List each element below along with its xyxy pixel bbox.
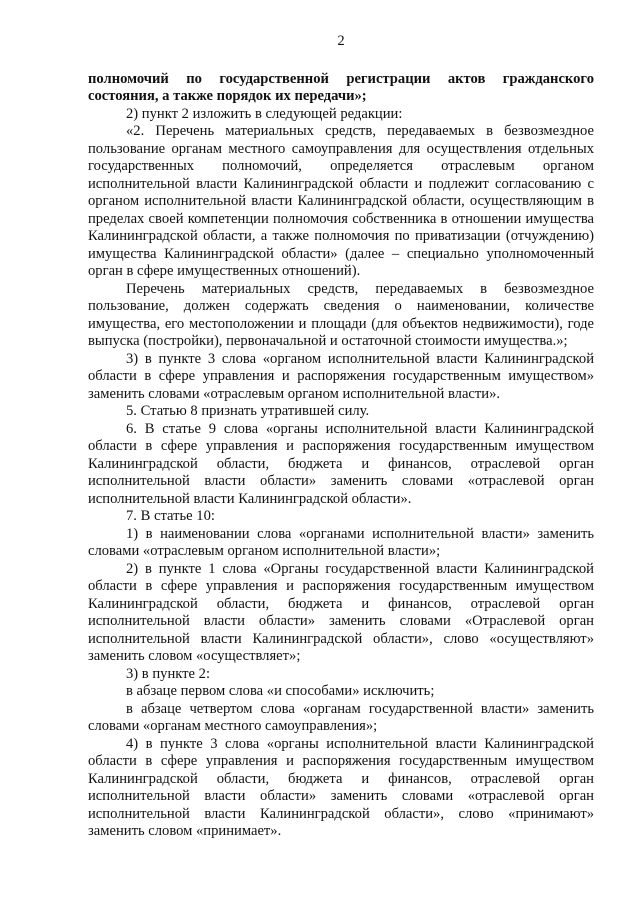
- paragraph: в абзаце первом слова «и способами» исключить;: [126, 683, 435, 699]
- paragraph: 1) в наименовании слова «органами исполнительной власти» заменить словами «отраслевым органом исполнительной власти»;: [88, 525, 594, 559]
- paragraph: 6. В статье 9 слова «органы исполнительной власти Калининградской области в сфере управления и распоряжения государственным имуществом Калининградской области, бюджета и финансов, отраслевой орган исполнительной власти области» заменить словами «отраслевой орган исполнительной власти Калининградской области».: [88, 420, 594, 507]
- page-number: 2: [337, 33, 345, 49]
- document-body: [88, 71, 594, 841]
- paragraph: «2. Перечень материальных средств, передаваемых в безвозмездное пользование органам местного самоуправления для осуществления отдельных государственных полномочий, определяется отраслевым органом исполнительной власти Калининградской области и подлежит согласованию с органом исполнительной власти Калининградской области, осуществляющим в пределах своей компетенции полномочия собственника в отношении имущества Калининградской области, а также полномочия по приватизации (отчуждению) имущества Калининградской области» (далее – специально уполномоченный орган в сфере имущественных отношений).: [88, 123, 594, 279]
- paragraph: Перечень материальных средств, передаваемых в безвозмездное пользование, должен содержать сведения о наименовании, количестве имущества, его местоположении и площади (для объектов недвижимости), годе выпуска (постройки), первоначальной и остаточной стоимости имущества.»;: [88, 280, 594, 349]
- paragraph: 7. В статье 10:: [126, 508, 215, 524]
- paragraph: в абзаце четвертом слова «органам государственной власти» заменить словами «органам местного самоуправления»;: [88, 700, 594, 734]
- paragraph: 2) пункт 2 изложить в следующей редакции:: [126, 105, 403, 122]
- paragraph: 5. Статью 8 признать утратившей силу.: [126, 403, 370, 419]
- document-page: [88, 33, 594, 841]
- paragraph: полномочий по государственной регистрации актов гражданского состояния, а также порядок их передачи»;: [88, 70, 594, 104]
- paragraph: 3) в пункте 2:: [126, 665, 211, 682]
- paragraph: 4) в пункте 3 слова «органы исполнительной власти Калининградской области в сфере управления и распоряжения государственным имуществом Калининградской области, бюджета и финансов, отраслевой орган исполнительной власти области» заменить словами «отраслевой орган исполнительной власти Калининградской области», слово «принимают» заменить словом «принимает».: [88, 735, 594, 839]
- paragraph: 2) в пункте 1 слова «Органы государственной власти Калининградской области в сфере управления и распоряжения государственным имуществом Калининградской области, бюджета и финансов, отраслевой орган исполнительной власти области» заменить словами «Отраслевой орган исполнительной власти Калининградской области», слово «осуществляют» заменить словом «осуществляет»;: [88, 560, 594, 664]
- paragraph: 3) в пункте 3 слова «органом исполнительной власти Калининградской области в сфере управления и распоряжения государственным имуществом» заменить словами «отраслевым органом исполнительной власти».: [88, 350, 594, 402]
